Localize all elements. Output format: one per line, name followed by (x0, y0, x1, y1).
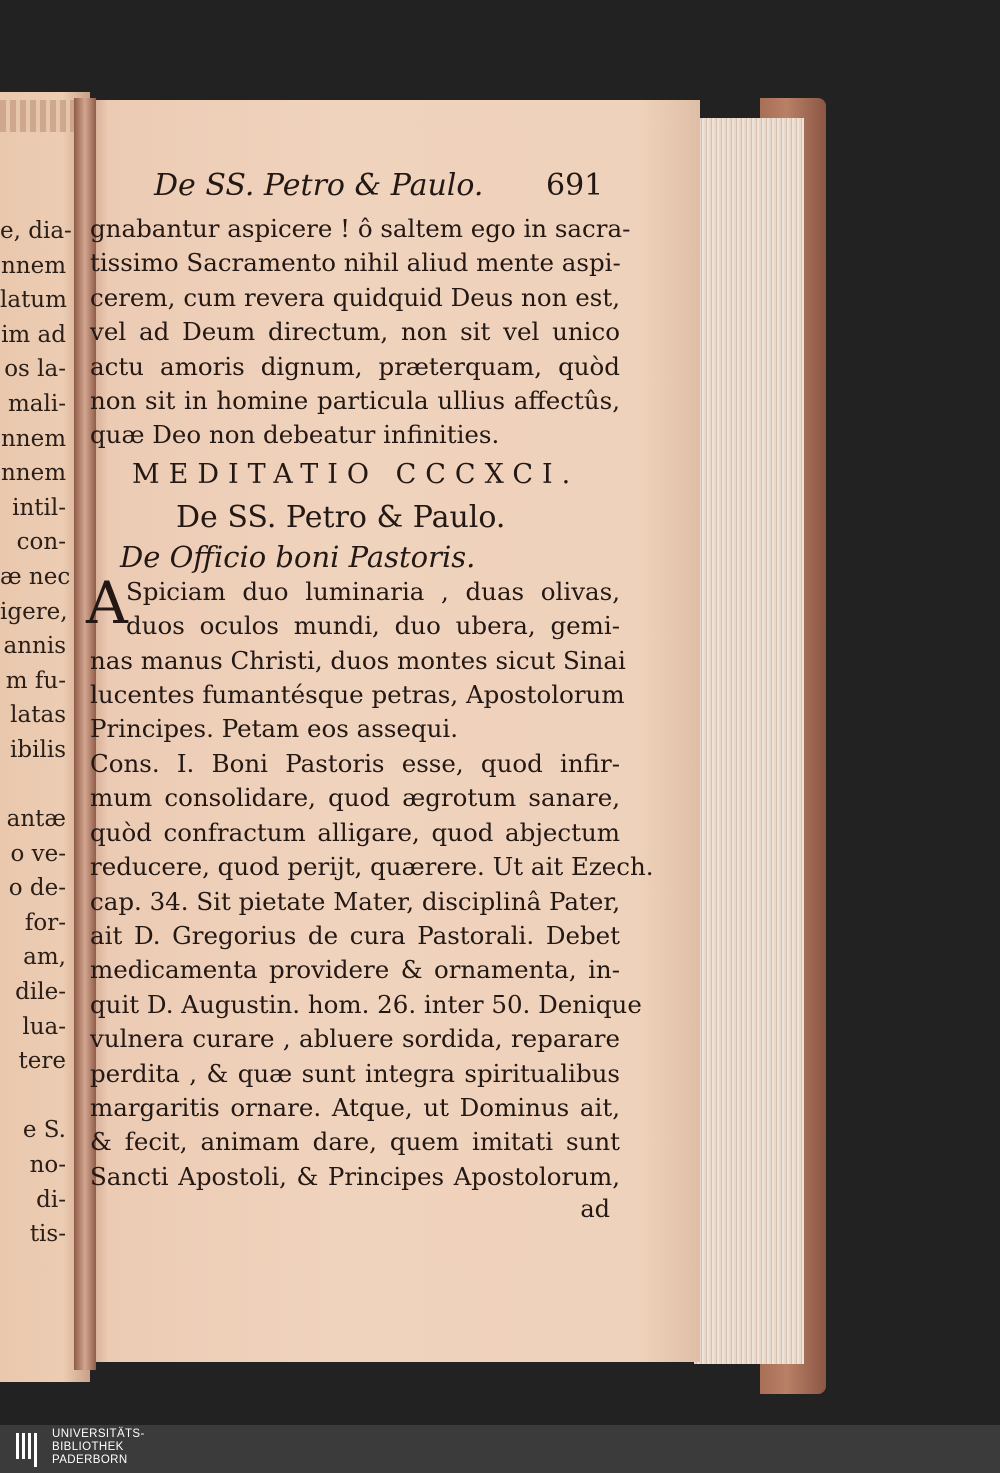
page-text (86, 168, 654, 1224)
text-line: actu amoris dignum, præterquam, quòd (90, 351, 620, 381)
left-page-fragment: nnem (0, 425, 66, 452)
logo-line-2: BIBLIOTHEK (52, 1441, 124, 1453)
left-page-fragment (0, 768, 66, 803)
text-line: quæ Deo non debeatur infinities. (90, 420, 500, 450)
left-page-fragment: mali- (7, 390, 66, 417)
left-page-fragment: e S. (22, 1117, 66, 1144)
text-line: gnabantur aspicere ! ô saltem ego in sacra- (90, 214, 631, 243)
text-line: lucentes fumantésque petras, Apostolorum (90, 680, 625, 710)
subject-heading: De Officio boni Pastoris. (120, 539, 476, 574)
left-page-fragment: igere, (0, 598, 68, 625)
text-line: duos oculos mundi, duo ubera, gemi- (126, 611, 620, 641)
left-page-fragment (0, 1079, 66, 1114)
text-line: ait D. Gregorius de cura Pastorali. Debet (90, 920, 620, 950)
text-line: vel ad Deum directum, non sit vel unico (90, 317, 620, 347)
text-line: nas manus Christi, duos montes sicut Sinai (90, 645, 626, 675)
left-page-fragment: for- (24, 909, 66, 936)
library-footer (0, 1425, 1000, 1473)
text-line: Cons. I. Boni Pastoris esse, quod infir- (90, 748, 620, 778)
left-page-fragment: lua- (22, 1013, 66, 1040)
text-line: non sit in homine particula ullius affectûs, (90, 386, 620, 416)
left-page-fragment: latum (0, 287, 67, 314)
text-line: quòd confractum alligare, quod abjectum (90, 817, 620, 847)
catchword: ad (580, 1195, 610, 1224)
left-page-fragment: o de- (8, 875, 66, 902)
running-title: De SS. Petro & Paulo. (154, 168, 484, 203)
saints-heading: De SS. Petro & Paulo. (176, 499, 506, 535)
left-page-fragment: m fu- (5, 667, 66, 694)
drop-cap: A (86, 568, 128, 637)
text-line: tissimo Sacramento nihil aliud mente aspi- (90, 248, 621, 278)
left-page-fragment: o ve- (10, 840, 66, 867)
left-page-fragment: dile- (15, 979, 66, 1006)
left-page-fragment: nnem (0, 460, 66, 487)
text-line: reducere, quod perijt, quærere. Ut ait Ezech. (90, 852, 654, 882)
left-page-fragment: os la- (4, 356, 66, 383)
left-page-fragment: no- (29, 1152, 66, 1179)
meditation-heading: MEDITATIO CCCXCI. (132, 458, 580, 490)
text-line: medicamenta providere & ornamenta, in- (90, 955, 620, 985)
left-page-fragment: nnem (0, 252, 66, 279)
left-page-fragment: tis- (29, 1221, 66, 1248)
left-page-fragment: intil- (12, 494, 66, 521)
left-page-fragment: latas (10, 702, 66, 729)
logo-line-3: PADERBORN (52, 1454, 128, 1466)
text-line: cap. 34. Sit pietate Mater, disciplinâ Pater, (90, 886, 621, 916)
opening-paragraph (86, 568, 626, 747)
left-page-text (0, 214, 72, 1252)
left-page-fragment: con- (16, 529, 66, 556)
text-line: Principes. Petam eos assequi. (90, 714, 459, 744)
left-page-fragment: ibilis (10, 736, 66, 763)
text-line: perdita , & quæ sunt integra spiritualibus (90, 1058, 620, 1088)
consideration-paragraph (90, 747, 654, 1194)
page-number: 691 (546, 168, 604, 203)
running-header (90, 168, 620, 212)
text-line: Sancti Apostoli, & Principes Apostolorum, (90, 1161, 620, 1191)
text-line: Spiciam duo luminaria , duas olivas, (126, 576, 620, 606)
text-line: mum consolidare, quod ægrotum sanare, (90, 783, 620, 813)
page-block-edges (694, 118, 804, 1364)
left-page-fragment: annis (3, 633, 66, 660)
left-page-fragment: e, dia- (0, 218, 72, 244)
logo-line-1: UNIVERSITÄTS- (52, 1428, 145, 1440)
left-page-fragment: im ad (1, 321, 66, 348)
left-page-fragment: antæ (6, 806, 66, 833)
library-logo-text (52, 1428, 145, 1467)
text-line: margaritis ornare. Atque, ut Dominus ait, (90, 1092, 620, 1122)
left-page-fragment: æ nec (0, 563, 71, 590)
text-line: cerem, cum revera quidquid Deus non est, (90, 282, 620, 312)
library-logo-icon (14, 1429, 44, 1469)
text-line: vulnera curare , abluere sordida, reparare (90, 1024, 620, 1054)
left-page-fragment: am, (23, 944, 66, 971)
text-line: & fecit, animam dare, quem imitati sunt (90, 1127, 620, 1157)
intro-paragraph (90, 212, 631, 453)
text-line: quit D. Augustin. hom. 26. inter 50. Denique (90, 989, 642, 1019)
left-page-fragment: tere (18, 1048, 66, 1075)
left-page-fragment: di- (36, 1186, 66, 1213)
